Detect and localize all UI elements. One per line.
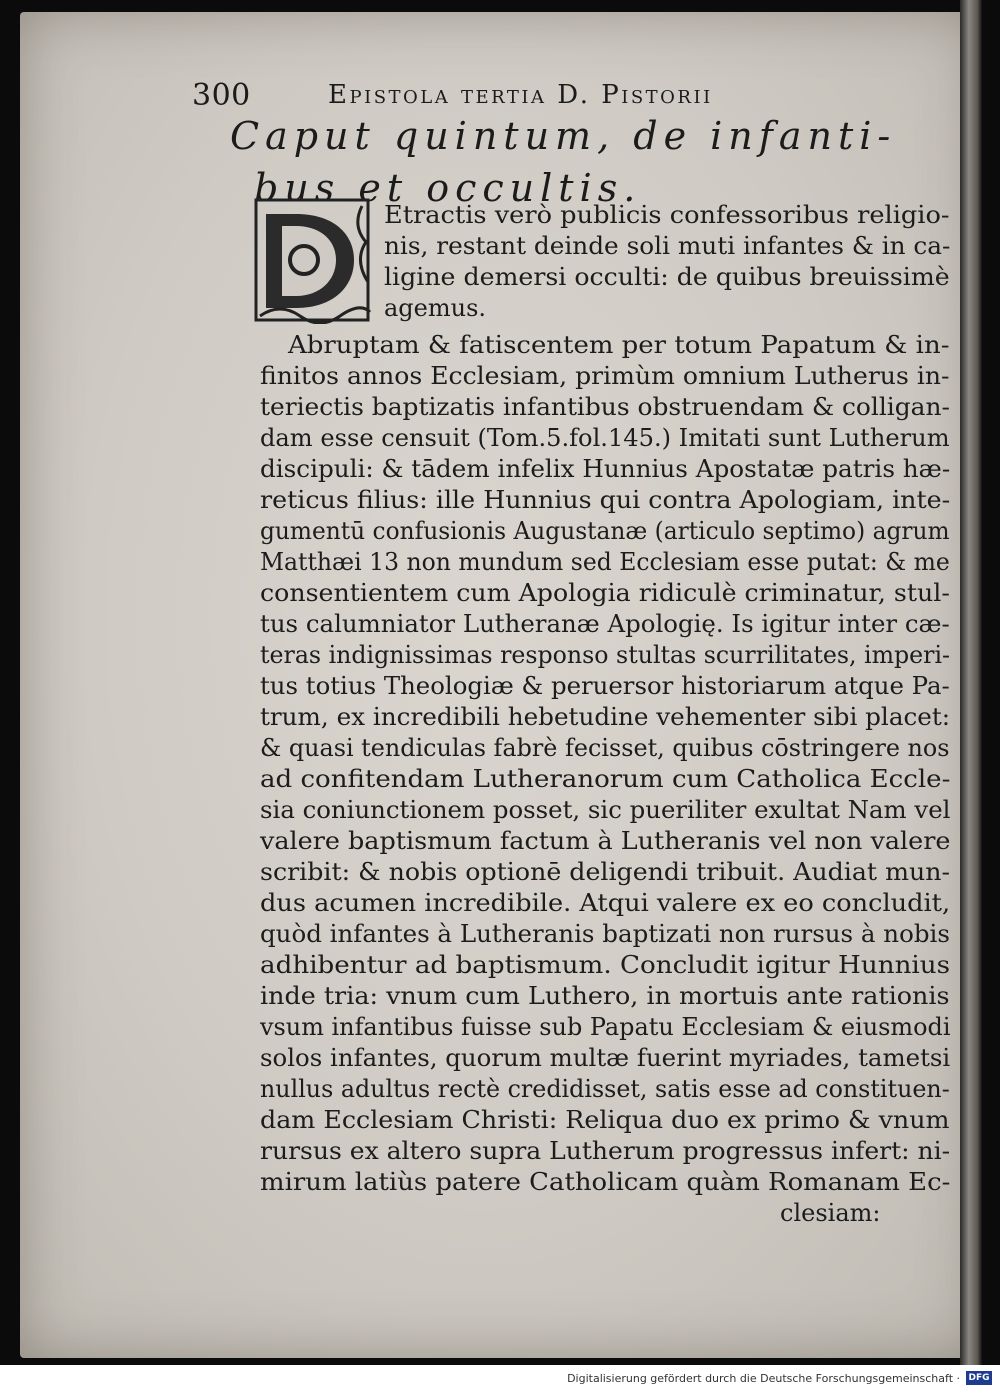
text-line: Matthæi 13 non mundum sed Ecclesiam esse putat: & me (260, 548, 950, 576)
text-line: inde tria: vnum cum Luthero, in mortuis ante rationis (260, 982, 950, 1010)
chapter-title-line-2: bus et occultis. (254, 166, 642, 210)
text-line: mirum latiùs patere Catholicam quàm Romanam Ec- (260, 1168, 951, 1196)
ornamental-initial-d-icon (252, 196, 372, 324)
text-line: gumentū confusionis Augustanæ (articulo septimo) agrum (260, 517, 950, 545)
text-line: trum, ex incredibili hebetudine vehementer sibi placet: (260, 703, 951, 731)
text-line: agemus. (384, 294, 487, 322)
text-line: clesiam: (780, 1199, 881, 1227)
text-line: & quasi tendiculas fabrè fecisset, quibus cōstringere nos (260, 734, 950, 762)
text-line: tus totius Theologiæ & peruersor historiarum atque Pa- (260, 672, 950, 700)
text-line: tus calumniator Lutheranæ Apologię. Is igitur inter cæ- (260, 610, 950, 638)
text-line: ad confitendam Lutheranorum cum Catholica Eccle- (260, 765, 951, 793)
text-line: discipuli: & tādem infelix Hunnius Apostatæ patris hæ- (260, 455, 951, 483)
text-line: quòd infantes à Lutheranis baptizati non rursus à nobis (260, 920, 950, 948)
text-line: rursus ex altero supra Lutherum progressus infert: ni- (260, 1137, 951, 1165)
funding-credit: Digitalisierung gefördert durch die Deutsche Forschungsgemeinschaft · (567, 1372, 960, 1385)
dfg-logo: DFG (966, 1371, 992, 1385)
page-edge (960, 0, 982, 1365)
text-line: nullus adultus rectè credidisset, satis esse ad constituen- (260, 1075, 950, 1103)
text-line: scribit: & nobis optionē deligendi tribuit. Audiat mun- (260, 858, 951, 886)
text-line: vsum infantibus fuisse sub Papatu Ecclesiam & eiusmodi (260, 1013, 951, 1041)
text-line: dam Ecclesiam Christi: Reliqua duo ex primo & vnum (260, 1106, 950, 1134)
text-line: Abruptam & fatiscentem per totum Papatum & in- (288, 331, 950, 359)
text-line: valere baptismum factum à Lutheranis vel non valere (260, 827, 951, 855)
chapter-title-line-1: Caput quintum, de infanti- (230, 114, 897, 158)
text-line: consentientem cum Apologia ridiculè criminatur, stul- (260, 579, 950, 607)
page-number: 300 (192, 78, 251, 113)
text-line: Etractis verò publicis confessoribus religio- (384, 201, 950, 229)
text-line: dus acumen incredibile. Atqui valere ex eo concludit, (260, 889, 951, 917)
text-line: nis, restant deinde soli muti infantes & in ca- (384, 232, 951, 260)
text-line: sia coniunctionem posset, sic pueriliter exultat Nam vel (260, 796, 951, 824)
running-head-title: Epistola tertia D. Pistorii (328, 80, 713, 110)
digitization-footer (0, 1365, 1000, 1391)
text-line: adhibentur ad baptismum. Concludit igitur Hunnius (260, 951, 951, 979)
text-line: teriectis baptizatis infantibus obstruendam & colligan- (260, 393, 950, 421)
text-line: ligine demersi occulti: de quibus breuissimè (384, 263, 950, 291)
text-line: teras indignissimas responso stultas scurrilitates, imperi- (260, 641, 951, 669)
text-line: reticus filius: ille Hunnius qui contra Apologiam, inte- (260, 486, 951, 514)
text-line: dam esse censuit (Tom.5.fol.145.) Imitati sunt Lutherum (260, 424, 950, 452)
text-line: finitos annos Ecclesiam, primùm omnium Lutherus in- (260, 362, 950, 390)
text-line: solos infantes, quorum multæ fuerint myriades, tametsi (260, 1044, 951, 1072)
